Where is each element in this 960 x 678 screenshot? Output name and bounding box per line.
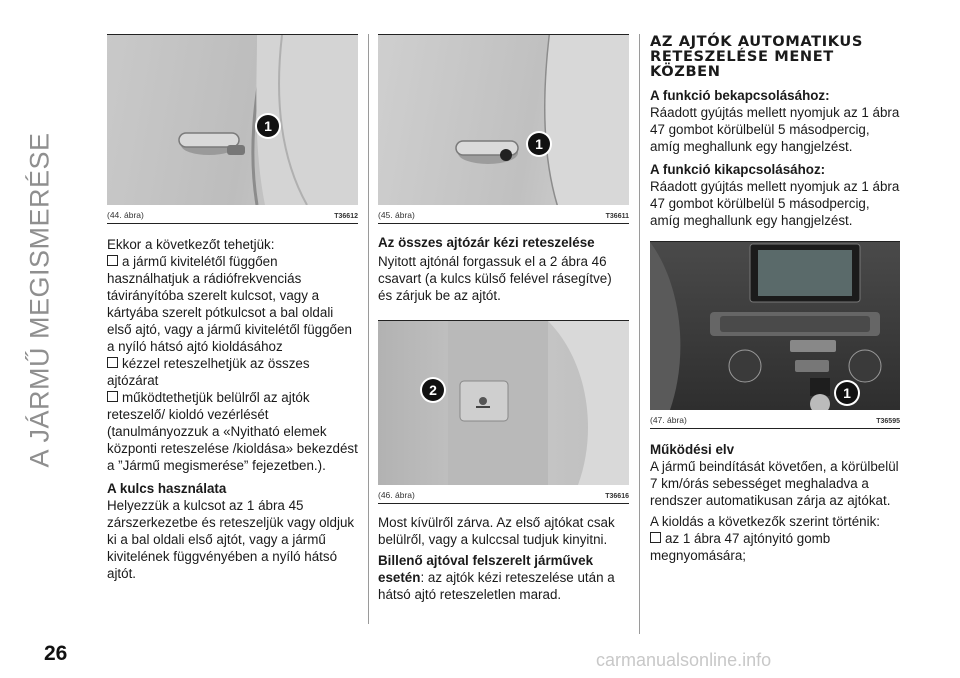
column-2 — [378, 34, 629, 603]
figure-45 — [378, 34, 629, 224]
body-text: Helyezzük a kulcsot az 1 ábra 45 zárszerkezetbe és reteszeljük vagy oldjuk ki a bal oldali első ajtót, vagy a jármű kivitelének függvényében a nyíló hátsó ajtót. — [107, 498, 355, 581]
door-handle-photo — [107, 35, 358, 205]
dashboard-photo — [650, 242, 900, 410]
section-heading: Működési elv — [650, 442, 735, 457]
callout-badge: 1 — [528, 133, 550, 155]
body-text: Nyitott ajtónál forgassuk el a 2 ábra 46 csavart (a kulcs külső felével rásegítve) és zárjuk be az ajtót. — [378, 254, 612, 303]
caption-label: (45. ábra) — [378, 210, 415, 220]
figure-47 — [650, 241, 900, 429]
chapter-title: AZ AJTÓK AUTOMATIKUS RETESZELÉSE MENET KÖZBEN — [650, 33, 863, 80]
bullet-item: az 1 ábra 47 ajtónyitó gomb megnyomására; — [650, 531, 831, 563]
column-divider — [368, 34, 369, 624]
caption-code: T36611 — [605, 213, 629, 220]
body-text: A kioldás a következők szerint történik: — [650, 514, 880, 529]
figure-caption — [107, 205, 358, 220]
section-heading: A funkció kikapcsolásához: — [650, 162, 826, 177]
bullet-item: működtethetjük belülről az ajtók reteszelő/ kioldó vezérlését (tanulmányozzuk a «Nyitható elemek központi reteszelése /kioldása» bekezdést a ”Jármű megismerése” fejezetben.). — [107, 390, 358, 473]
door-lock-photo — [378, 35, 629, 205]
column-1 — [107, 34, 358, 582]
side-section-title: A JÁRMŰ MEGISMERÉSE — [24, 132, 55, 468]
door-lock-illustration — [378, 35, 629, 205]
page-number: 26 — [44, 642, 68, 665]
section-heading: A funkció bekapcsolásához: — [650, 88, 830, 103]
column-divider — [639, 34, 640, 634]
caption-label: (47. ábra) — [650, 415, 687, 425]
callout-badge: 1 — [257, 115, 279, 137]
figure-caption — [378, 205, 629, 220]
dashboard-illustration — [650, 242, 900, 410]
figure-caption — [650, 410, 900, 425]
caption-label: (44. ábra) — [107, 210, 144, 220]
caption-code: T36616 — [605, 493, 629, 500]
body-text: Billenő ajtóval felszerelt járművek esetén: az ajtók kézi reteszelése után a hátsó ajtó reteszeletlen marad. — [378, 553, 615, 602]
bullet-box-icon — [107, 357, 118, 368]
section-heading: Az összes ajtózár kézi reteszelése — [378, 235, 595, 250]
figure-46 — [378, 320, 629, 504]
column-3 — [650, 34, 900, 564]
intro-text: Ekkor a következőt tehetjük: — [107, 237, 275, 252]
figure-44 — [107, 34, 358, 224]
body-text: A jármű beindítását követően, a körülbelül 7 km/órás sebességet meghaladva a rendszer automatikusan zárja az ajtókat. — [650, 459, 899, 508]
bullet-box-icon — [107, 391, 118, 402]
watermark: carmanualsonline.info — [596, 650, 772, 670]
bullet-box-icon — [650, 532, 661, 543]
door-latch-illustration — [378, 321, 629, 485]
caption-label: (46. ábra) — [378, 490, 415, 500]
section-heading: A kulcs használata — [107, 481, 227, 496]
door-latch-photo — [378, 321, 629, 485]
callout-badge: 1 — [836, 382, 858, 404]
body-text: Ráadott gyújtás mellett nyomjuk az 1 ábra 47 gombot körülbelül 5 másodpercig, amíg meghallunk egy hangjelzést. — [650, 179, 900, 228]
bullet-box-icon — [107, 255, 118, 266]
caption-code: T36612 — [334, 213, 358, 220]
figure-caption — [378, 485, 629, 500]
door-handle-illustration — [107, 35, 358, 205]
bullet-item: a jármű kivitelétől függően használhatjuk a rádiófrekvenciás távirányítóba szerelt kulcsot, vagy a kártyába szerelt pótkulcsot a bal oldali első ajtó, vagy a jármű kivitelétől függően a nyíló hátsó ajtó kioldásához — [107, 254, 352, 354]
body-text: Most kívülről zárva. Az első ajtókat csak belülről, vagy a kulccsal tudjuk kinyitni. — [378, 515, 615, 547]
body-text: Ráadott gyújtás mellett nyomjuk az 1 ábra 47 gombot körülbelül 5 másodpercig, amíg meghallunk egy hangjelzést. — [650, 105, 900, 154]
caption-code: T36595 — [876, 418, 900, 425]
bullet-item: kézzel reteszelhetjük az összes ajtózárat — [107, 356, 310, 388]
callout-badge: 2 — [422, 379, 444, 401]
